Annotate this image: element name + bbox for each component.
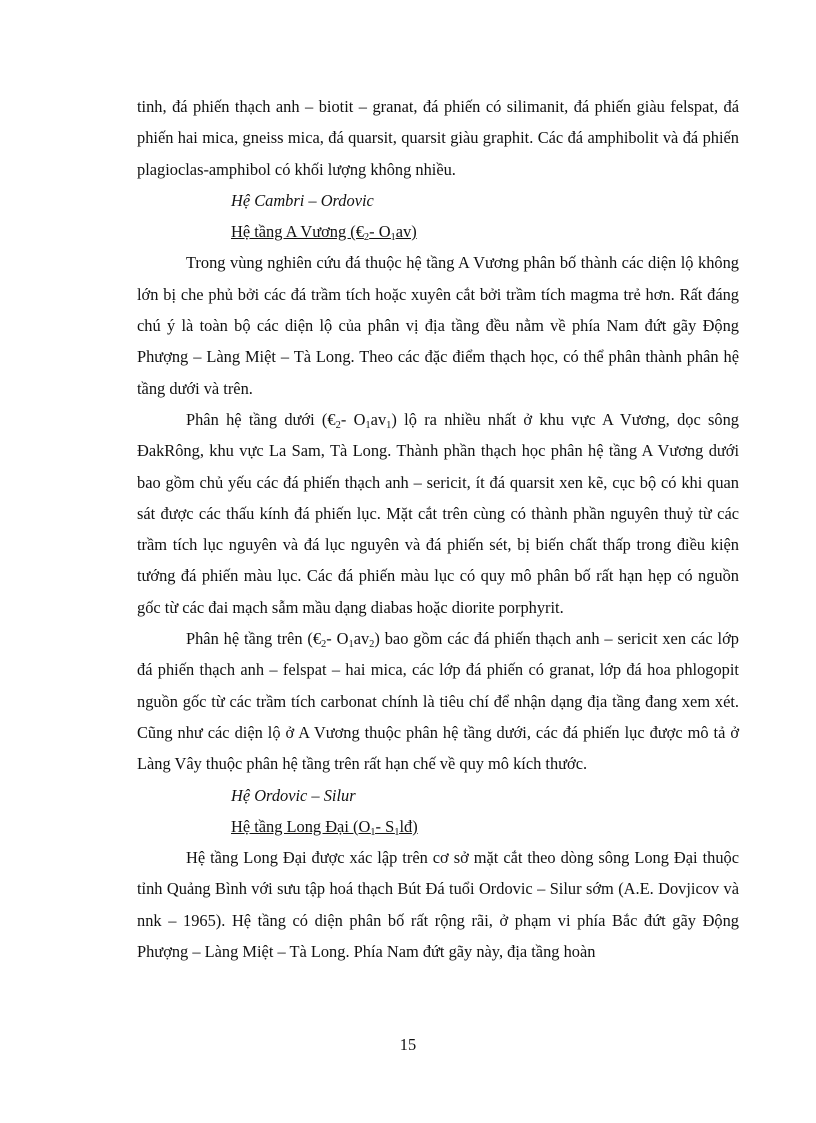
paragraph-upper-subformation: Phân hệ tầng trên ($€_2-$ $O_1av_2$) bao gồm các đá phiến thạch anh – sericit xen các lớp đá phiến thạch anh – felspat – hai mica, các lớp đá phiến có granat, lớp đá hoa phlogopit nguồn gốc từ các trầm tích carbonat chính là tiêu chí để nhận dạng địa tầng đang xem xét. Cũng như các diện lộ ở A Vương thuộc phân hệ tầng dưới, các đá phiến lục được mô tả ở Làng Vây thuộc phân hệ tầng trên rất hạn chế về quy mô kích thước. xyxy=(137,629,739,774)
document-page xyxy=(137,91,739,967)
paragraph-a-vuong-distribution: Trong vùng nghiên cứu đá thuộc hệ tầng A Vương phân bố thành các diện lộ không lớn bị che phủ bởi các đá trầm tích hoặc xuyên cắt bởi trầm tích magma trẻ hơn. Rất đáng chú ý là toàn bộ các diện lộ của phân vị địa tầng đều nằm về phía Nam đứt gãy Động Phượng – Làng Miệt – Tà Long. Theo các đặc điểm thạch học, có thể phân thành phân hệ tầng dưới và trên. xyxy=(137,253,739,398)
paragraph-long-dai-description: Hệ tầng Long Đại được xác lập trên cơ sở mặt cắt theo dòng sông Long Đại thuộc tỉnh Quảng Bình với sưu tập hoá thạch Bút Đá tuổi Ordovic – Silur sớm (A.E. Dovjicov và nnk – 1965). Hệ tầng có diện phân bố rất rộng rãi, ở phạm vi phía Bắc đứt gãy Động Phượng – Làng Miệt – Tà Long. Phía Nam đứt gãy này, địa tầng hoàn xyxy=(137,848,739,962)
paragraph-lower-subformation: Phân hệ tầng dưới ($€_2-$ $O_1av_1$) lộ ra nhiều nhất ở khu vực A Vương, dọc sông ĐakRông, khu vực La Sam, Tà Long. Thành phần thạch học phân hệ tầng A Vương dưới bao gồm chủ yếu các đá phiến thạch anh – sericit, ít đá quarsit xen kẽ, cục bộ có khi quan sát được các thấu kính đá phiến lục. Mặt cắt trên cùng có thành phần nguyên thuỷ từ các trầm tích lục nguyên và đá lục nguyên và đá phiến sét, bị biến chất thấp trong điều kiện tướng đá phiến màu lục. Các đá phiến màu lục có quy mô phân bố rất hạn hẹp có nguồn gốc từ các đai mạch sẫm mầu dạng diabas hoặc diorite porphyrit. xyxy=(137,409,739,617)
heading-system-cambri-ordovic: Hệ Cambri – Ordovic xyxy=(231,190,374,210)
paragraph-continued: tinh, đá phiến thạch anh – biotit – granat, đá phiến có silimanit, đá phiến giàu felspat, đá phiến hai mica, gneiss mica, đá quarsit, quarsit giàu graphit. Các đá amphibolit và đá phiến plagioclas-amphibol có khối lượng không nhiều. xyxy=(137,97,739,179)
page-number: 15 xyxy=(399,1035,417,1054)
heading-formation-long-dai: Hệ tầng Long Đại ($O_1-$ $S_1lđ$) xyxy=(231,816,418,838)
heading-formation-a-vuong: Hệ tầng A Vương ($€_2-$ $O_1av$) xyxy=(231,222,417,244)
heading-system-ordovic-silur: Hệ Ordovic – Silur xyxy=(231,785,356,805)
